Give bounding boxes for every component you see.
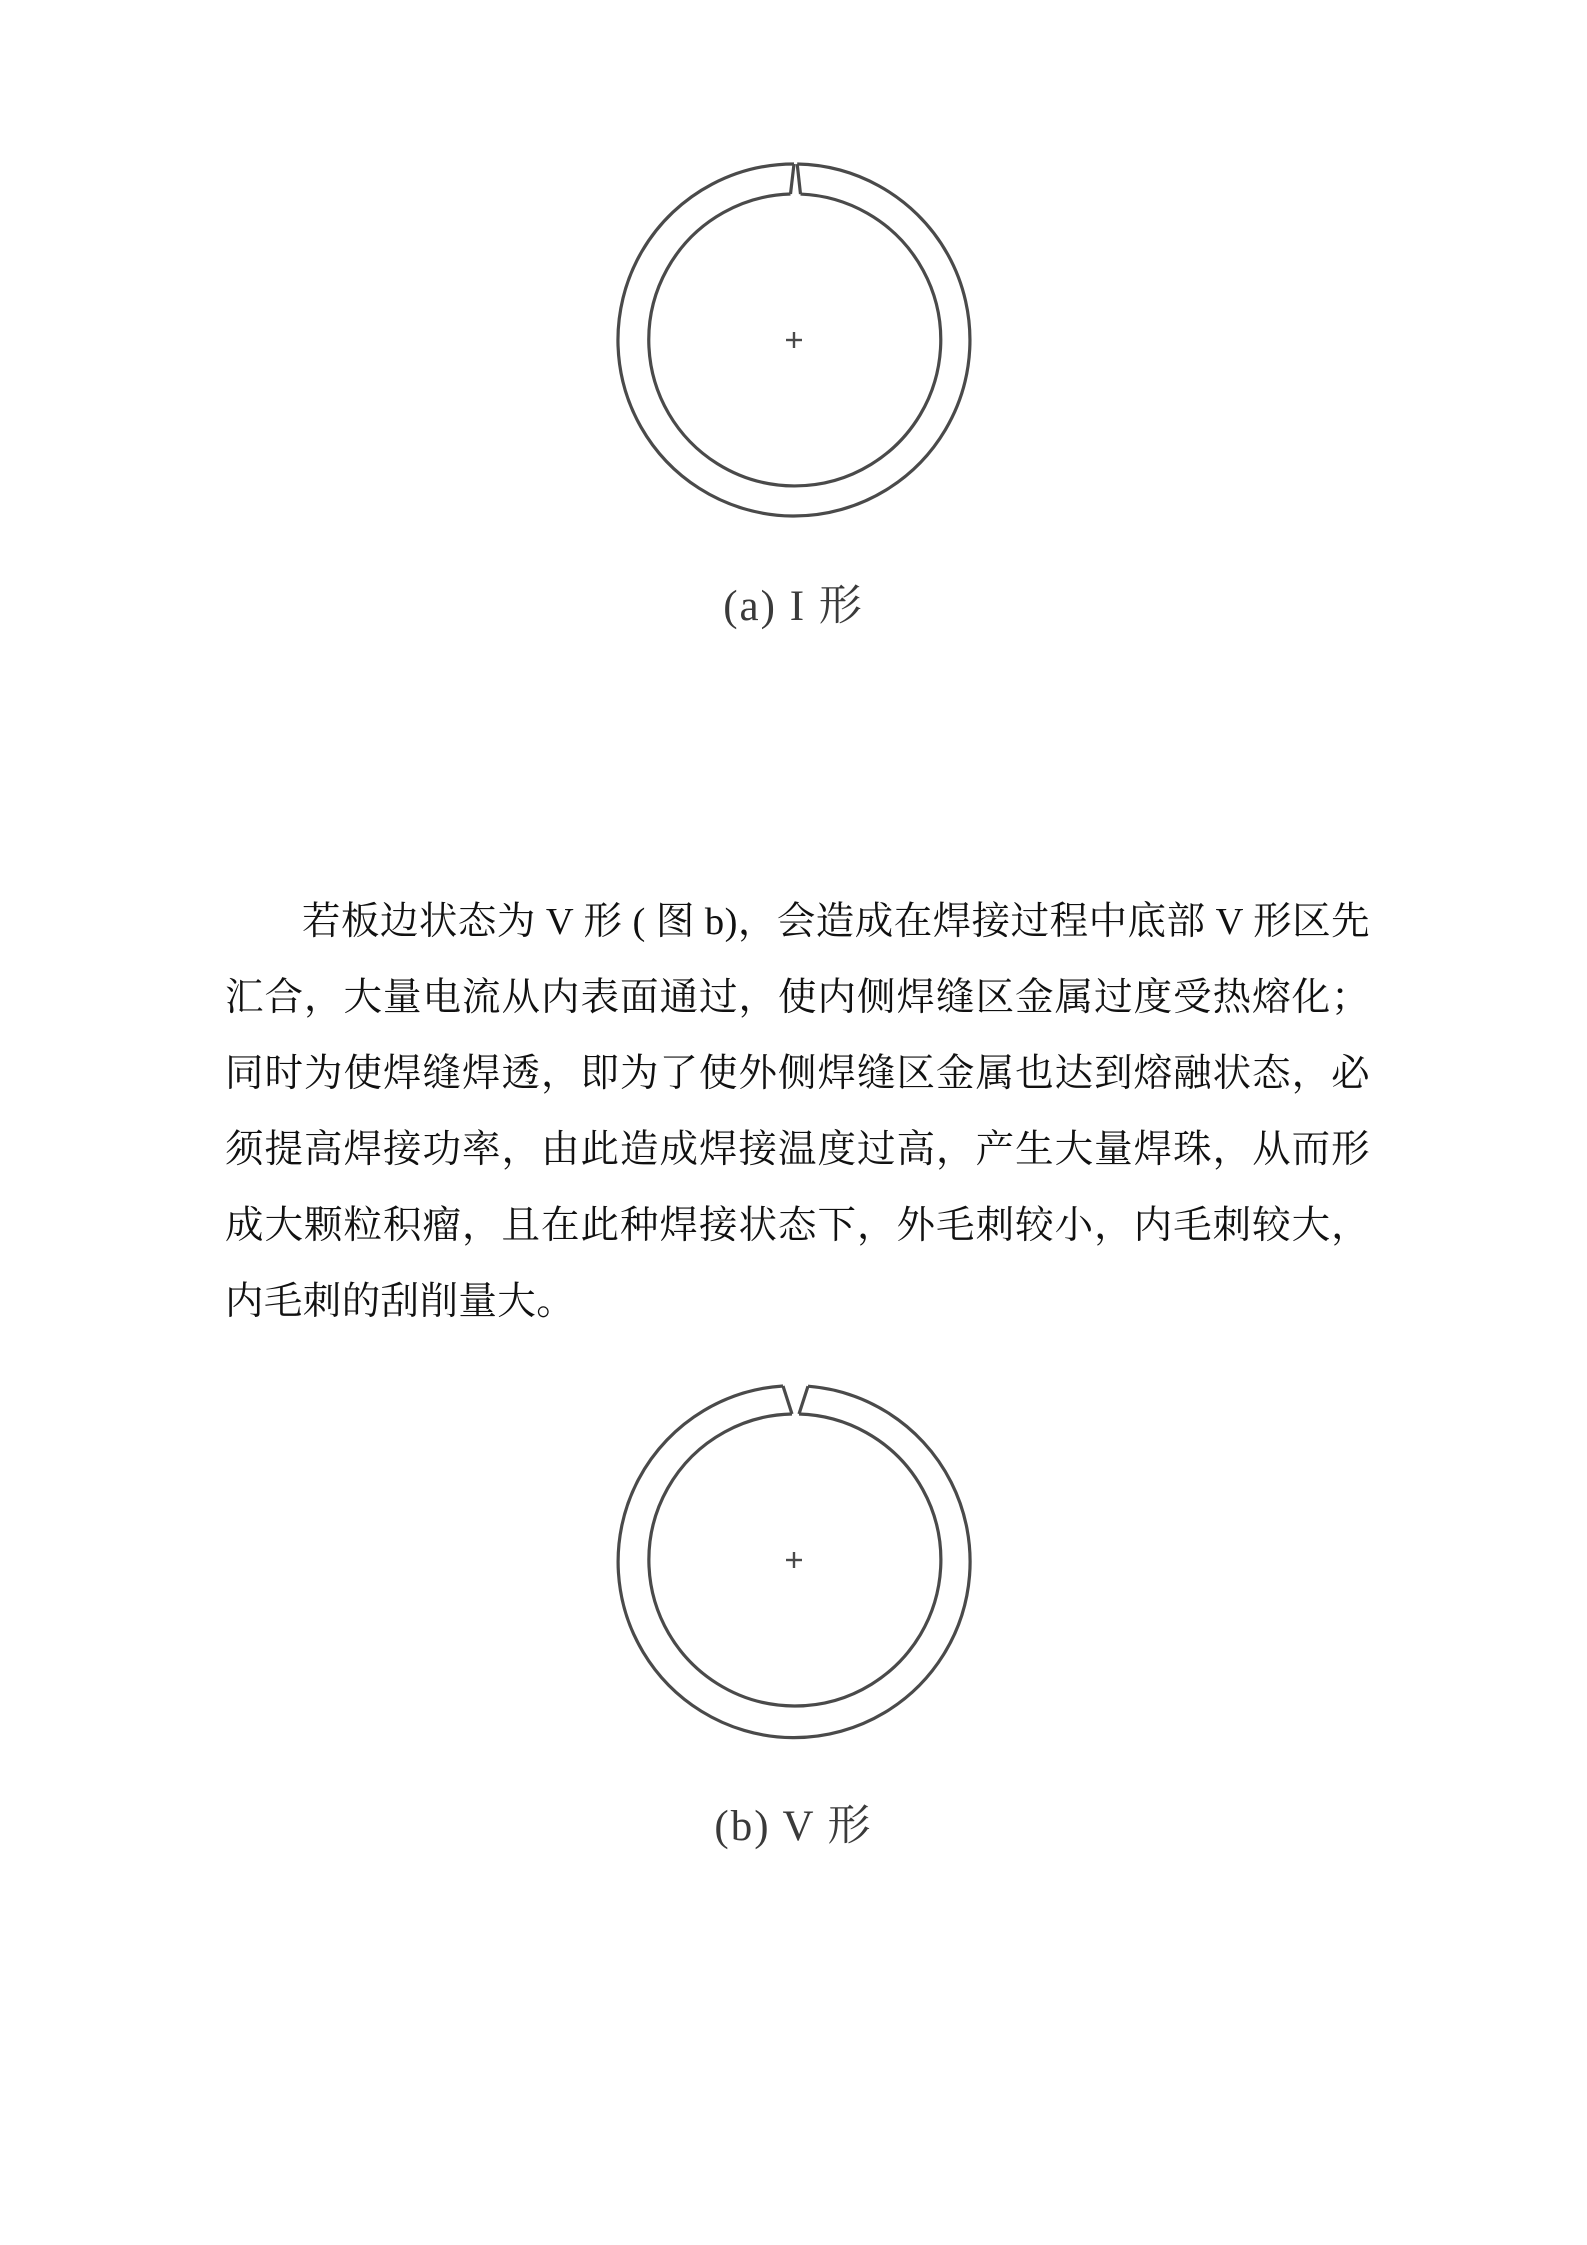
body-paragraph: 若板边状态为 V 形 ( 图 b)，会造成在焊接过程中底部 V 形区先汇合，大量电流从内表面通过，使内侧焊缝区金属过度受热熔化；同时为使焊缝焊透，即为了使外侧焊缝区金属也达到熔融状态，必须提高焊接功率，由此造成焊接温度过高，产生大量焊珠，从而形成大颗粒积瘤，且在此种焊接状态下，外毛刺较小，内毛刺较大，内毛刺的刮削量大。 — [225, 900, 1370, 1323]
figure-b — [0, 1370, 1587, 1853]
gap-bevel-left — [783, 1386, 792, 1414]
center-cross-icon — [786, 332, 802, 348]
gap-edge-left — [790, 164, 794, 194]
gap-bevel-right — [799, 1386, 808, 1414]
ring-i-shape-diagram — [604, 150, 984, 530]
figure-a-caption: (a) I 形 — [723, 583, 864, 630]
figure-b-caption: (b) V 形 — [714, 1803, 873, 1850]
ring-v-shape-diagram — [604, 1370, 984, 1750]
center-cross-icon — [786, 1552, 802, 1568]
figure-a — [0, 150, 1587, 633]
gap-edge-right — [797, 164, 800, 194]
